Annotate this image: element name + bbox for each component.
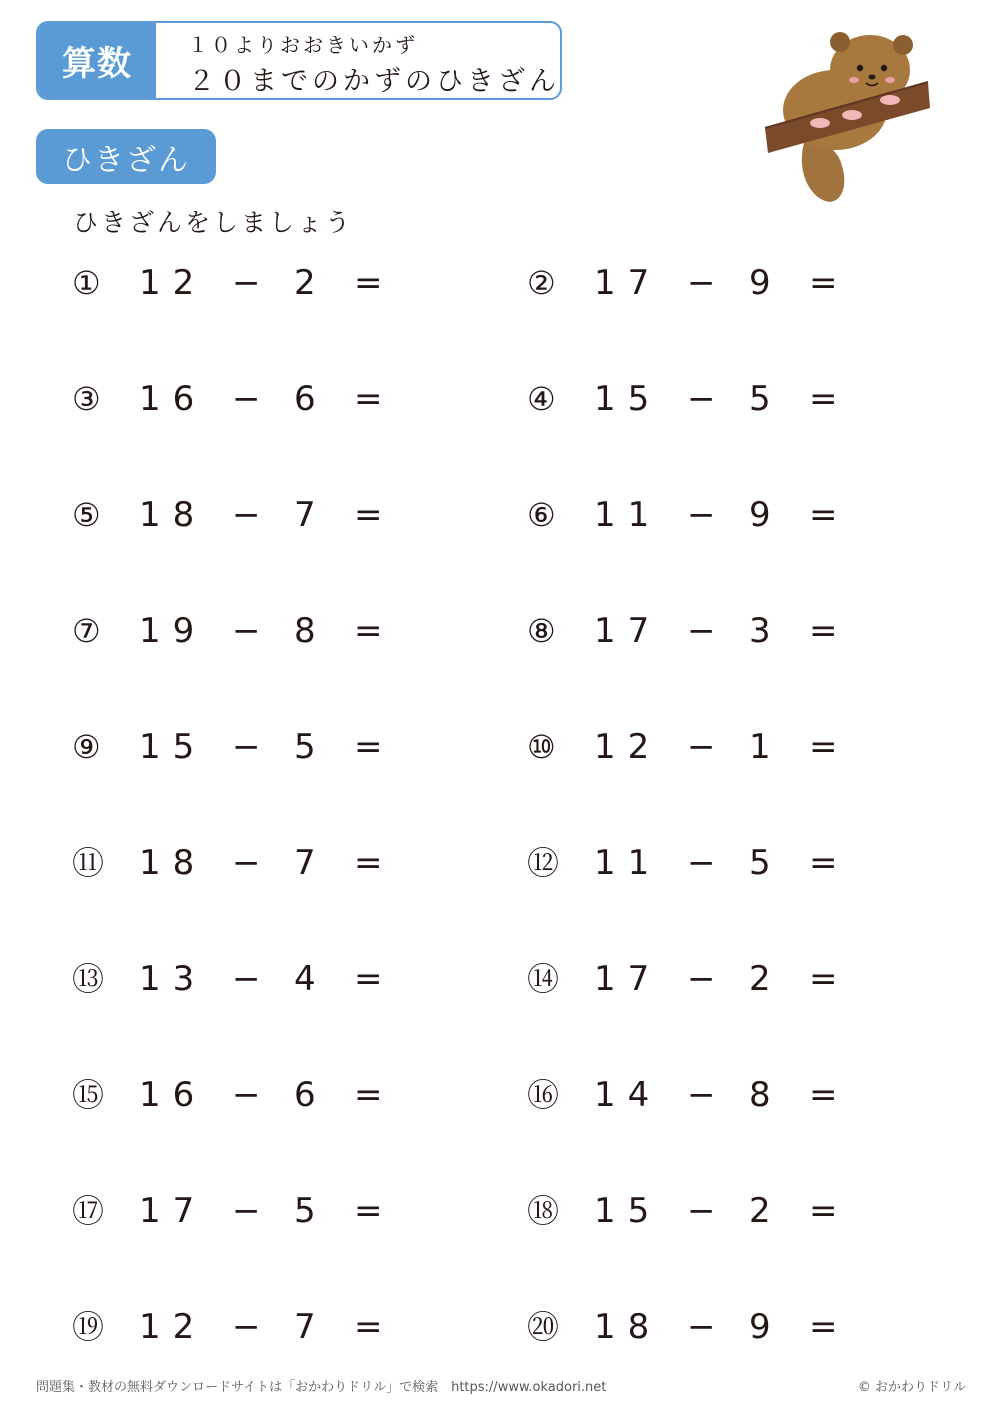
equals-sign: = [809, 263, 838, 303]
footer-copyright: © おかわりドリル [857, 1380, 966, 1395]
minuend: 18 [139, 495, 207, 535]
subtrahend: 7 [294, 1307, 316, 1347]
problem-number: ④ [527, 380, 556, 418]
subtrahend: 5 [294, 727, 316, 767]
problem-item [72, 1070, 452, 1120]
minus-sign: − [687, 1191, 716, 1231]
equals-sign: = [809, 1191, 838, 1231]
problem-item [527, 1186, 907, 1236]
bear-cuscus-on-branch-icon [760, 20, 940, 210]
minus-sign: − [232, 1191, 261, 1231]
equals-sign: = [354, 263, 383, 303]
equals-sign: = [354, 1191, 383, 1231]
minus-sign: − [687, 1307, 716, 1347]
minus-sign: − [232, 495, 261, 535]
problem-item [72, 374, 452, 424]
problem-item [527, 606, 907, 656]
problem-number: ⑤ [72, 496, 101, 534]
minus-sign: − [687, 1075, 716, 1115]
minus-sign: − [687, 495, 716, 535]
section-label: ひきざん [36, 129, 216, 184]
equals-sign: = [809, 843, 838, 883]
problem-number: ⑦ [72, 612, 101, 650]
problem-number: ⑨ [72, 728, 101, 766]
problem-number: ⑪ [72, 844, 105, 882]
minus-sign: − [687, 379, 716, 419]
subtrahend: 2 [749, 1191, 771, 1231]
equals-sign: = [354, 379, 383, 419]
minus-sign: − [687, 611, 716, 651]
problem-item [527, 954, 907, 1004]
header-title: ２０までのかずのひきざん [188, 66, 560, 97]
subtrahend: 1 [749, 727, 771, 767]
minuend: 18 [139, 843, 207, 883]
problem-number: ⑱ [527, 1192, 560, 1230]
equals-sign: = [809, 1307, 838, 1347]
problem-item [72, 954, 452, 1004]
worksheet-header [36, 21, 562, 100]
minus-sign: − [232, 379, 261, 419]
instruction-text: ひきざんをしましょう [73, 208, 354, 237]
minuend: 13 [139, 959, 207, 999]
minuend: 12 [139, 1307, 207, 1347]
problem-item [72, 258, 452, 308]
equals-sign: = [354, 1075, 383, 1115]
subtrahend: 5 [294, 1191, 316, 1231]
problem-item [72, 606, 452, 656]
problem-item [527, 1070, 907, 1120]
minus-sign: − [687, 727, 716, 767]
minus-sign: − [232, 1075, 261, 1115]
problem-item [72, 722, 452, 772]
problem-number: ⑲ [72, 1308, 105, 1346]
problem-number: ② [527, 264, 556, 302]
minuend: 15 [594, 1191, 662, 1231]
equals-sign: = [809, 379, 838, 419]
equals-sign: = [354, 843, 383, 883]
problem-number: ⑫ [527, 844, 560, 882]
equals-sign: = [354, 959, 383, 999]
problem-item [72, 1186, 452, 1236]
subtrahend: 9 [749, 495, 771, 535]
problem-item [72, 1302, 452, 1352]
equals-sign: = [809, 1075, 838, 1115]
subtrahend: 8 [749, 1075, 771, 1115]
subject-badge: 算数 [38, 23, 156, 98]
minuend: 17 [594, 263, 662, 303]
minus-sign: − [232, 843, 261, 883]
problem-number: ⑳ [527, 1308, 560, 1346]
minuend: 14 [594, 1075, 662, 1115]
problem-number: ⑩ [527, 728, 556, 766]
equals-sign: = [354, 1307, 383, 1347]
problem-number: ⑰ [72, 1192, 105, 1230]
minus-sign: − [232, 1307, 261, 1347]
minus-sign: − [687, 263, 716, 303]
equals-sign: = [809, 495, 838, 535]
footer-site-text: 問題集・教材の無料ダウンロードサイトは「おかわりドリル」で検索 https://www.okadori.net [36, 1380, 607, 1395]
minus-sign: − [232, 727, 261, 767]
minus-sign: − [232, 959, 261, 999]
problem-number: ⑬ [72, 960, 105, 998]
subtrahend: 9 [749, 263, 771, 303]
subtrahend: 9 [749, 1307, 771, 1347]
minuend: 16 [139, 379, 207, 419]
problem-number: ⑧ [527, 612, 556, 650]
subtrahend: 7 [294, 495, 316, 535]
minus-sign: − [232, 263, 261, 303]
problem-number: ③ [72, 380, 101, 418]
minuend: 12 [594, 727, 662, 767]
problem-number: ⑮ [72, 1076, 105, 1114]
header-subtitle: １０よりおおきいかず [188, 33, 418, 57]
problem-item [72, 838, 452, 888]
problem-item [527, 374, 907, 424]
problem-number: ① [72, 264, 101, 302]
minuend: 11 [594, 495, 662, 535]
minuend: 17 [139, 1191, 207, 1231]
minuend: 15 [139, 727, 207, 767]
subtrahend: 2 [294, 263, 316, 303]
problem-item [527, 258, 907, 308]
equals-sign: = [354, 611, 383, 651]
minuend: 17 [594, 611, 662, 651]
subtrahend: 3 [749, 611, 771, 651]
subtrahend: 6 [294, 1075, 316, 1115]
equals-sign: = [809, 727, 838, 767]
minus-sign: − [687, 959, 716, 999]
equals-sign: = [354, 727, 383, 767]
minuend: 15 [594, 379, 662, 419]
minuend: 17 [594, 959, 662, 999]
subtrahend: 4 [294, 959, 316, 999]
problem-item [72, 490, 452, 540]
minus-sign: − [687, 843, 716, 883]
problem-number: ⑯ [527, 1076, 560, 1114]
minuend: 18 [594, 1307, 662, 1347]
subtrahend: 5 [749, 379, 771, 419]
problem-item [527, 490, 907, 540]
equals-sign: = [354, 495, 383, 535]
equals-sign: = [809, 611, 838, 651]
subtrahend: 5 [749, 843, 771, 883]
subtrahend: 8 [294, 611, 316, 651]
minuend: 12 [139, 263, 207, 303]
minuend: 11 [594, 843, 662, 883]
problem-number: ⑥ [527, 496, 556, 534]
problem-item [527, 838, 907, 888]
problem-number: ⑭ [527, 960, 560, 998]
subtrahend: 6 [294, 379, 316, 419]
subtrahend: 7 [294, 843, 316, 883]
minuend: 16 [139, 1075, 207, 1115]
equals-sign: = [809, 959, 838, 999]
subtrahend: 2 [749, 959, 771, 999]
minuend: 19 [139, 611, 207, 651]
problem-item [527, 1302, 907, 1352]
problem-item [527, 722, 907, 772]
minus-sign: − [232, 611, 261, 651]
